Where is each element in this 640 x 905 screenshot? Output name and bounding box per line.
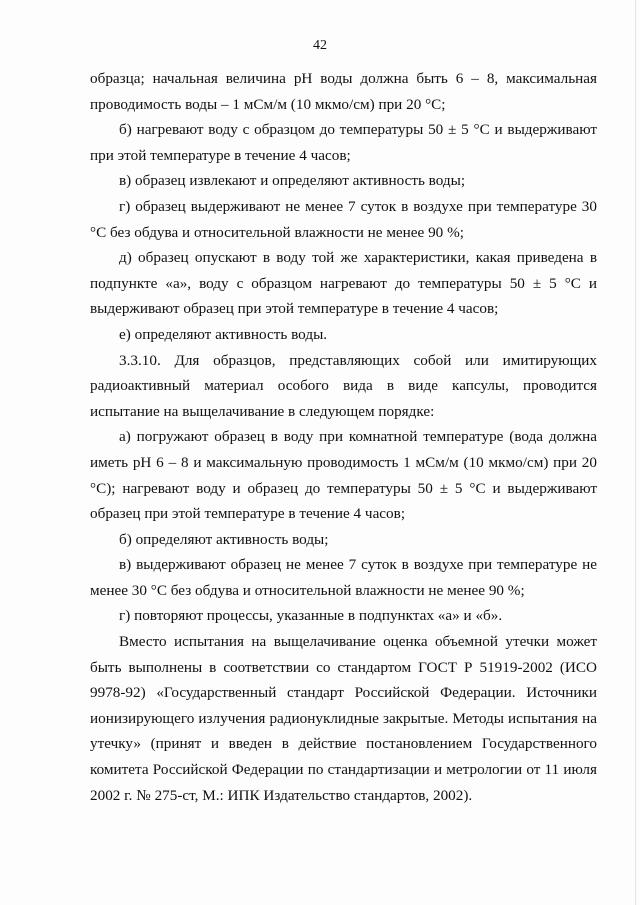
document-body bbox=[90, 66, 597, 808]
paragraph-leak-test: Вместо испытания на выщелачивание оценка объемной утечки может быть выполнены в соответствии со стандартом ГОСТ Р 51919-2002 (ИСО 9978-92) «Государственный стандарт Российской Федерации. Источники ионизирующего излучения радионуклидные закрытые. Методы испытания на утечку» (принят и введен в действие постановлением Государственного комитета Российской Федерации по стандартизации и метрологии от 11 июля 2002 г. № 275-ст, М.: ИПК Издательство стандартов, 2002). bbox=[90, 633, 597, 804]
list-item-g: г) образец выдерживают не менее 7 суток в воздухе при температуре 30 °С без обдува и относительной влажности не менее 90 %; bbox=[90, 197, 597, 241]
list-item-g-2: г) повторяют процессы, указанные в подпунктах «а» и «б». bbox=[119, 607, 503, 625]
list-item-v-2: в) выдерживают образец не менее 7 суток в воздухе при температуре не менее 30 °С без обдува и относительной влажности не менее 90 %; bbox=[90, 556, 597, 599]
list-item-v: в) образец извлекают и определяют активность воды; bbox=[119, 172, 466, 190]
list-item-b-2: б) определяют активность воды; bbox=[119, 530, 329, 548]
paragraph-continuation: образца; начальная величина pH воды должна быть 6 – 8, максимальная проводимость воды – 1 мСм/м (10 мкмо/см) при 20 °С; bbox=[90, 70, 597, 113]
list-item-b: б) нагревают воду с образцом до температуры 50 ± 5 °С и выдерживают при этой температуре в течение 4 часов; bbox=[90, 121, 597, 164]
page-number: 42 bbox=[313, 38, 327, 53]
list-item-e: е) определяют активность воды. bbox=[119, 325, 328, 343]
list-item-a-2: а) погружают образец в воду при комнатной температуре (вода должна иметь pH 6 – 8 и максимальную проводимость 1 мСм/м (10 мкмо/см) при 20 °С); нагревают воду и образец до температуры 50 ± 5 °С и выдерживают образец при этой температуре в течение 4 часов; bbox=[90, 428, 597, 523]
page-edge-line bbox=[635, 0, 636, 905]
section-3-3-10: 3.3.10. Для образцов, представляющих собой или имитирующих радиоактивный материал особого вида в виде капсулы, проводится испытание на выщелачивание в следующем порядке: bbox=[90, 351, 597, 420]
list-item-d: д) образец опускают в воду той же характеристики, какая приведена в подпункте «а», воду с образцом нагревают до температуры 50 ± 5 °С и выдерживают образец при этой температуре в течение 4 часов; bbox=[90, 249, 597, 318]
